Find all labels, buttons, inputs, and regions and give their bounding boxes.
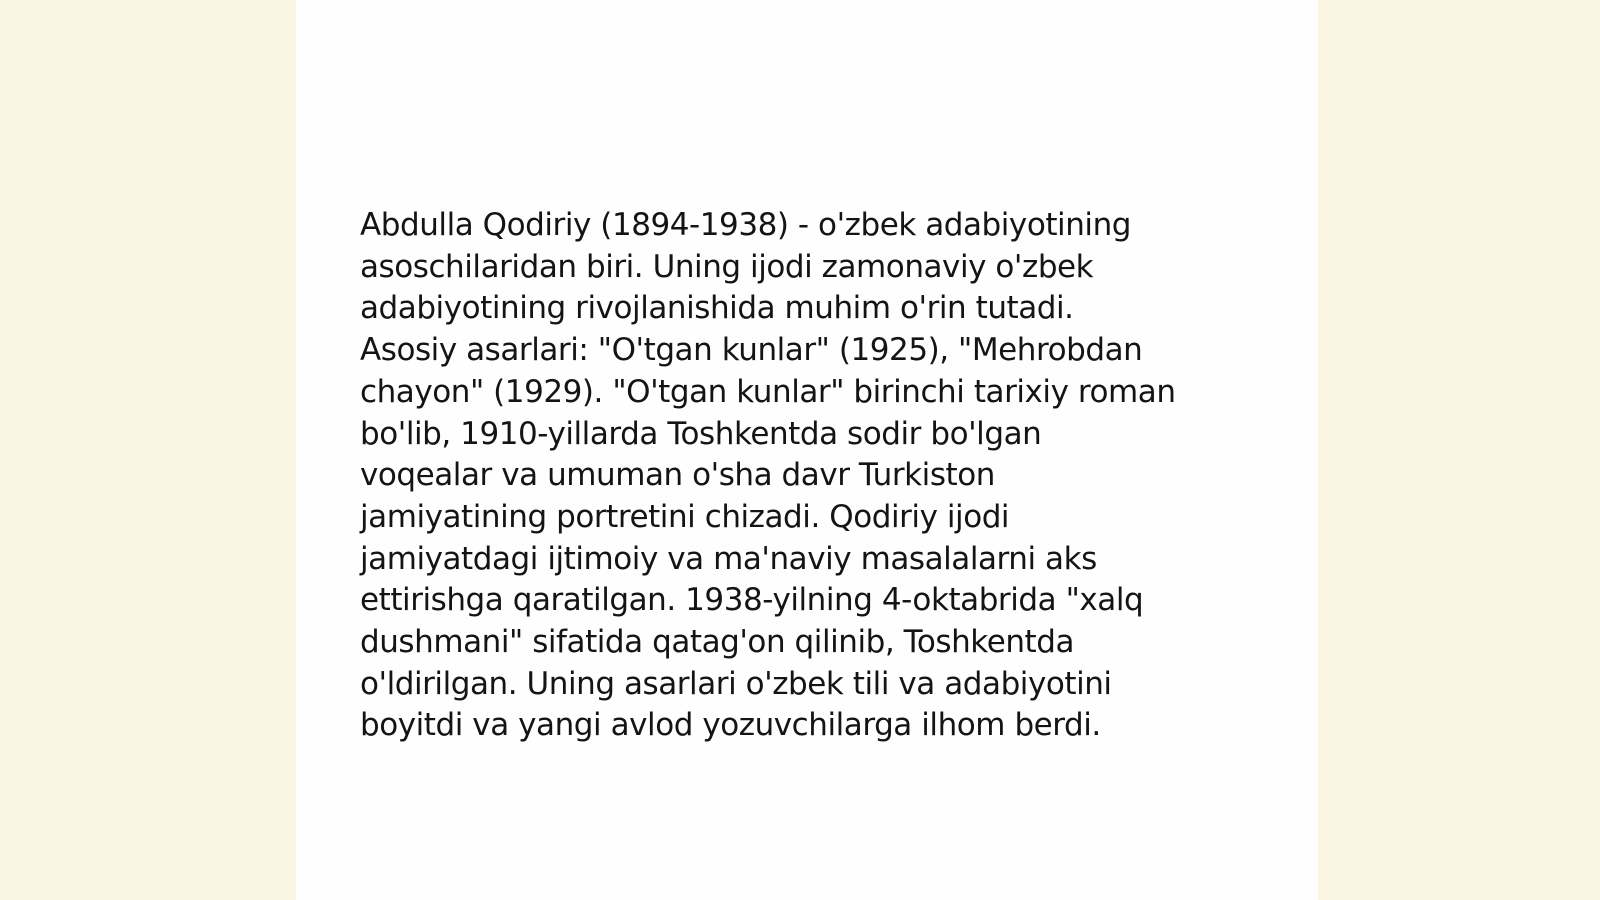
document-body-text [360,205,1250,747]
text-line: o'ldirilgan. Uning asarlari o'zbek tili va adabiyotini [360,665,1112,702]
text-line: Asosiy asarlari: "O'tgan kunlar" (1925), "Mehrobdan [360,332,1143,369]
text-line: boyitdi va yangi avlod yozuvchilarga ilhom berdi. [360,707,1101,744]
text-line: jamiyatdagi ijtimoiy va ma'naviy masalalarni aks [360,540,1097,577]
text-line: adabiyotining rivojlanishida muhim o'rin tutadi. [360,290,1074,327]
text-line: bo'lib, 1910-yillarda Toshkentda sodir bo'lgan [360,415,1042,452]
text-line: jamiyatining portretini chizadi. Qodiriy ijodi [360,498,1010,535]
text-line: chayon" (1929). "O'tgan kunlar" birinchi tarixiy roman [360,373,1176,410]
text-line: ettirishga qaratilgan. 1938-yilning 4-oktabrida "xalq [360,582,1144,619]
text-line: Abdulla Qodiriy (1894-1938) - o'zbek adabiyotining [360,207,1131,243]
text-line: asoschilaridan biri. Uning ijodi zamonaviy o'zbek [360,248,1094,285]
left-margin-background [0,0,296,900]
text-line: dushmani" sifatida qatag'on qilinib, Toshkentda [360,624,1074,661]
text-line: voqealar va umuman o'sha davr Turkiston [360,457,995,494]
document-page [296,0,1318,900]
right-margin-background [1318,0,1600,900]
